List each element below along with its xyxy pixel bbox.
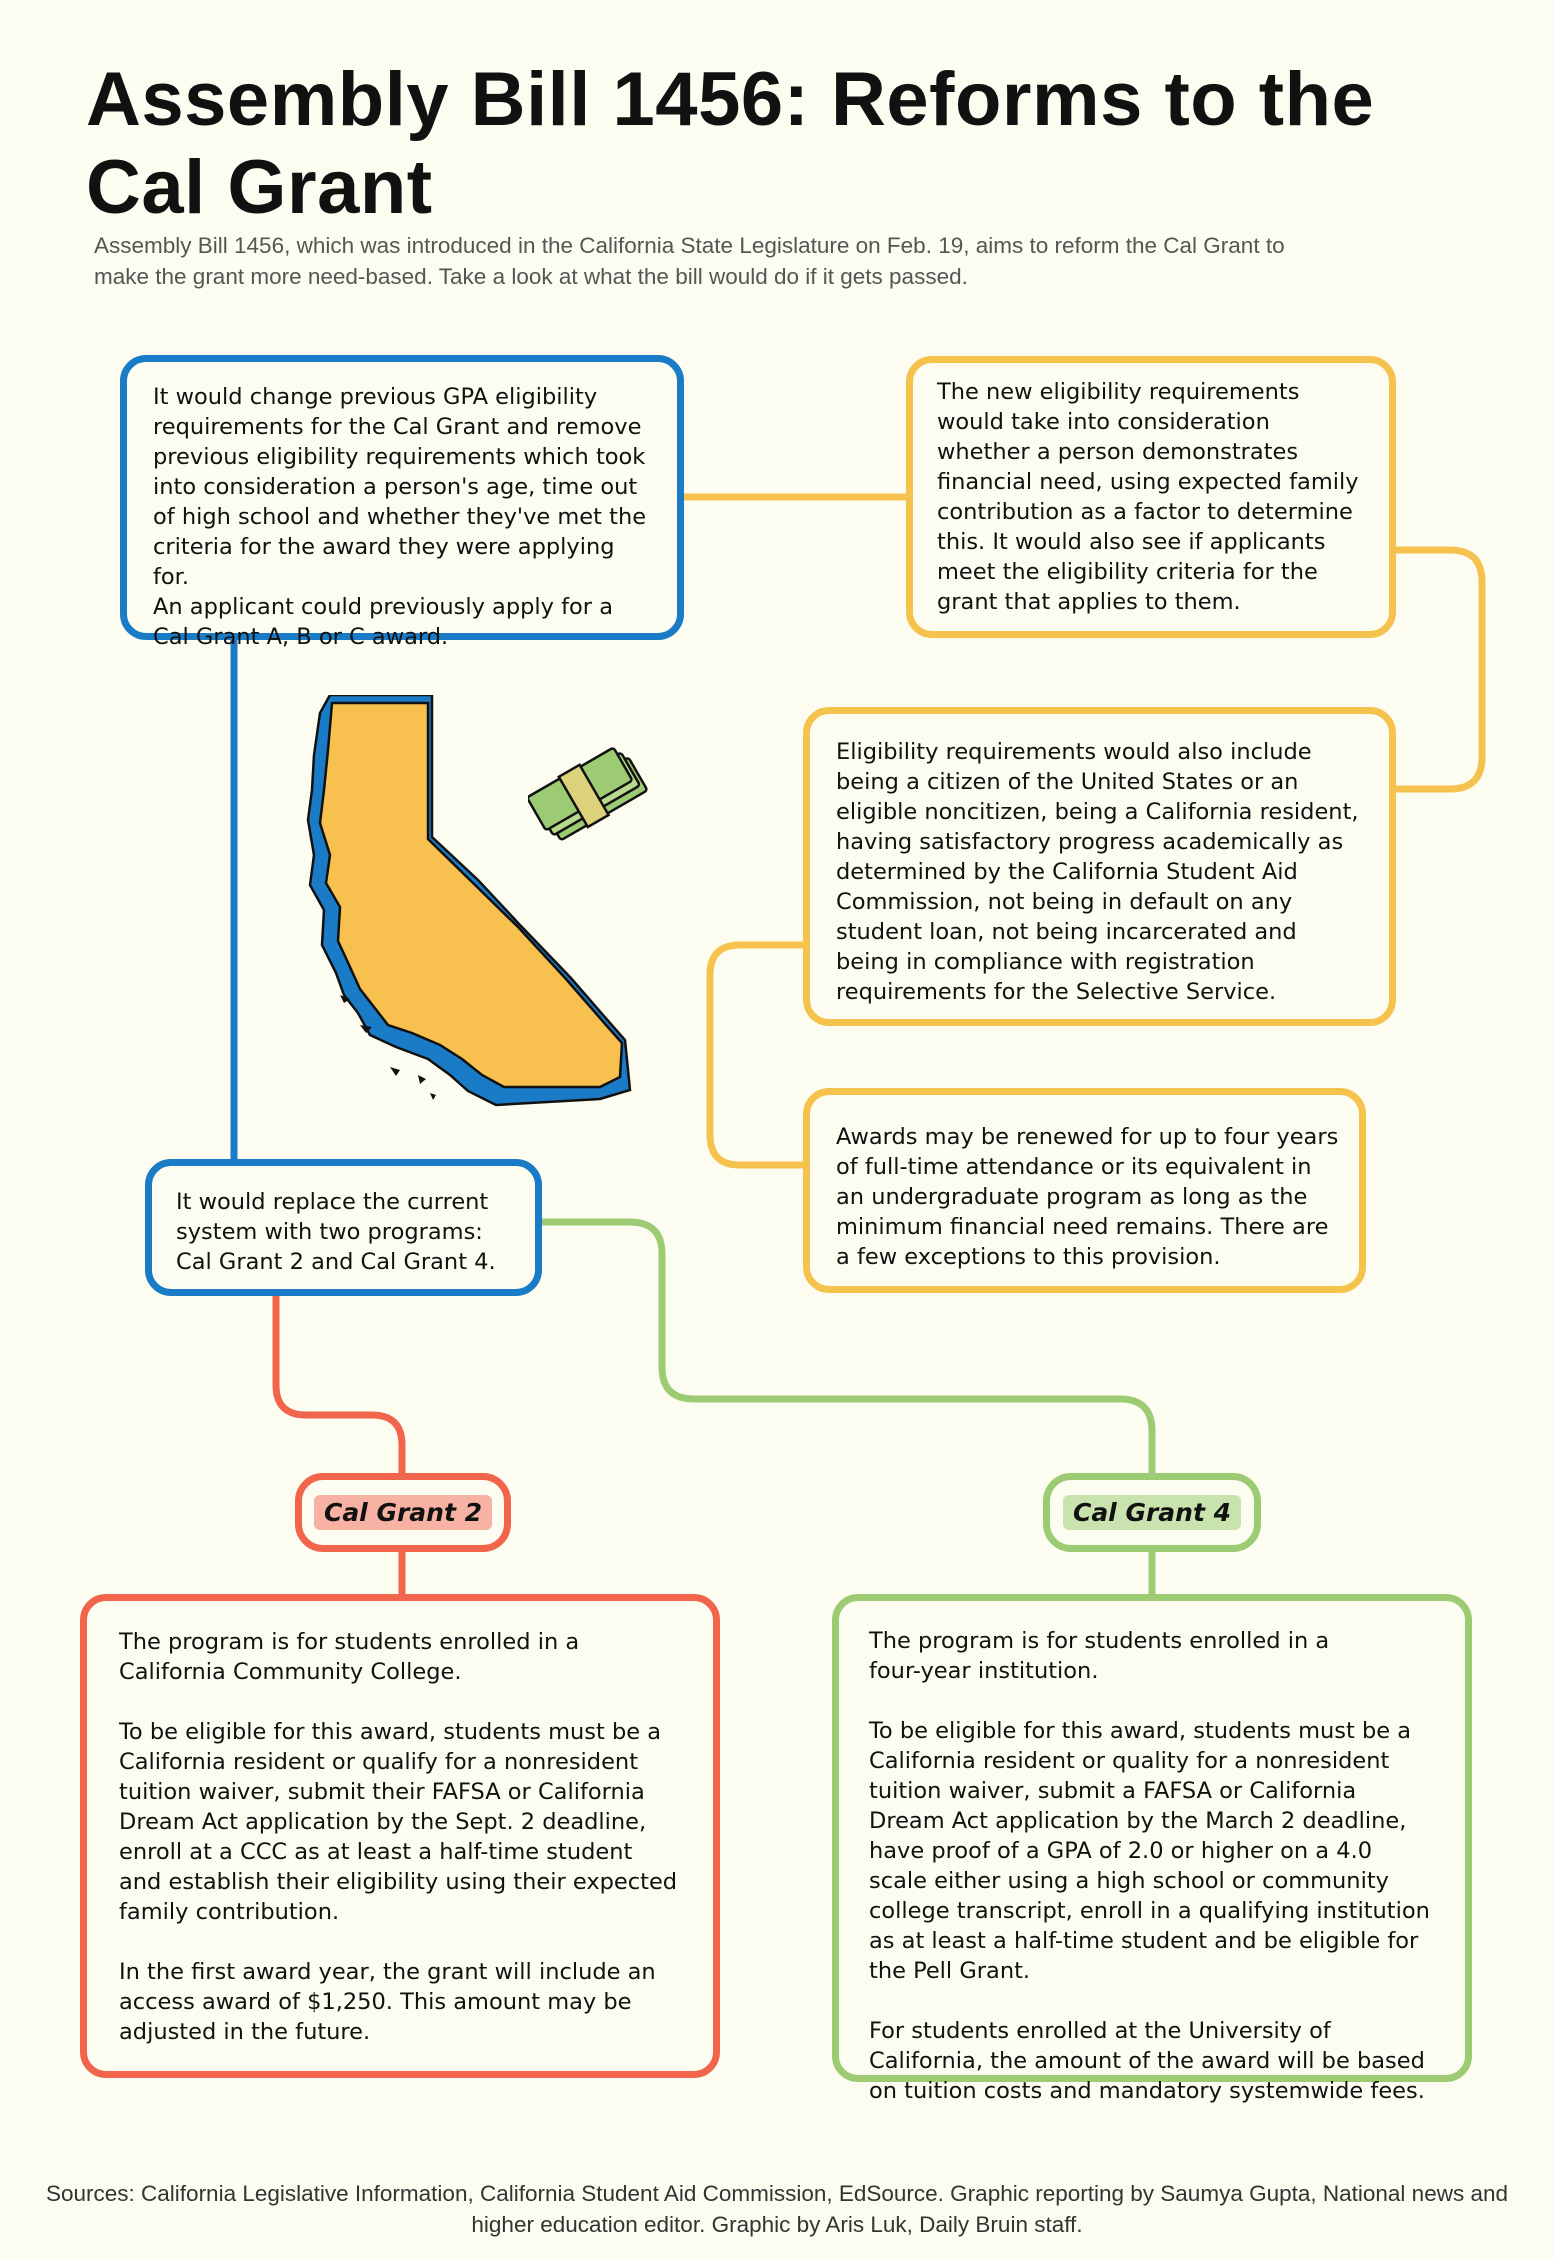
renewal-box: Awards may be renewed for up to four years of full-time attendance or its equivalent in an undergraduate program as long as the minimum financial need remains. There are a few exceptions to this provision. <box>803 1088 1366 1293</box>
citizenship-requirements-box: Eligibility requirements would also include being a citizen of the United States or an eligible noncitizen, being a California resident, having satisfactory progress academically as determined by the California Student Aid Commission, not being in default on any student loan, not being incarcerated and being in compliance with registration requirements for the Selective Service. <box>803 707 1396 1026</box>
cal-grant-4-box: The program is for students enrolled in a four-year institution. To be eligible for this award, students must be a California resident or quality for a nonresident tuition waiver, submit a FAFSA or California Dream Act application by the March 2 deadline, have proof of a GPA of 2.0 or higher on a 4.0 scale either using a high school or community college transcript, enroll in a qualifying institution as at least a half-time student and be eligible for the Pell Grant. For students enrolled at the University of California, the amount of the award will be based on tuition costs and mandatory systemwide fees. <box>832 1594 1472 2082</box>
connector-need-citizen <box>1393 550 1482 789</box>
cal-grant-4-title: Cal Grant 4 <box>1063 1495 1241 1530</box>
page-title: Assembly Bill 1456: Reforms to the Cal Grant <box>86 57 1375 230</box>
connector-replace-grant2 <box>276 1292 402 1476</box>
connector-citizen-renew <box>710 945 806 1165</box>
cal-grant-2-label <box>295 1473 511 1552</box>
gpa-requirements-box: It would change previous GPA eligibility requirements for the Cal Grant and remove previous eligibility requirements which took into consideration a person's age, time out of high school and whether they've met the criteria for the award they were applying for. An applicant could previously apply for a Cal Grant A, B or C award. <box>120 355 684 640</box>
cal-grant-2-box: The program is for students enrolled in a California Community College. To be eligible for this award, students must be a California resident or qualify for a nonresident tuition waiver, submit their FAFSA or California Dream Act application by the Sept. 2 deadline, enroll at a CCC as at least a half-time student and establish their eligibility using their expected family contribution. In the first award year, the grant will include an access award of $1,250. This amount may be adjusted in the future. <box>80 1594 720 2078</box>
replace-system-box: It would replace the current system with two programs: Cal Grant 2 and Cal Grant 4. <box>145 1159 542 1296</box>
cal-grant-2-title: Cal Grant 2 <box>314 1495 492 1530</box>
sources-credit: Sources: California Legislative Information, California Student Aid Commission, EdSource. Graphic reporting by Saumya Gupta, National news and higher education editor. Graphic by Aris Luk, Daily Bruin staff. <box>46 2181 1508 2237</box>
financial-need-box: The new eligibility requirements would take into consideration whether a person demonstrates financial need, using expected family contribution as a factor to determine this. It would also see if applicants meet the eligibility criteria for the grant that applies to them. <box>906 356 1396 638</box>
page-subtitle: Assembly Bill 1456, which was introduced in the California State Legislature on Feb. 19, aims to reform the Cal Grant to make the grant more need-based. Take a look at what the bill would do if it gets passed. <box>94 233 1285 289</box>
cal-grant-4-label <box>1043 1473 1261 1552</box>
money-stack-icon <box>528 742 658 847</box>
